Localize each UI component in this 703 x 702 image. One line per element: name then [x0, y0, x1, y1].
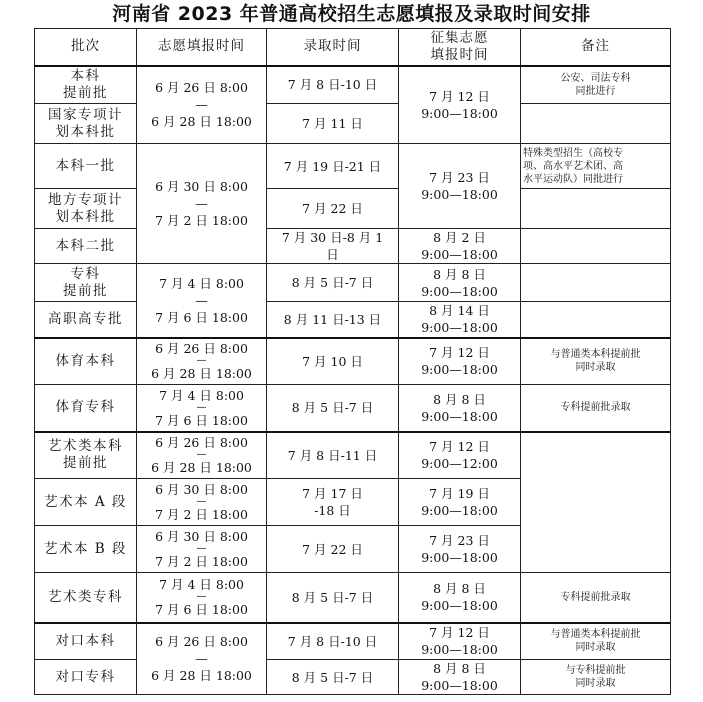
note-line: 与专科提前批 [565, 665, 626, 676]
header-fill-time: 志愿填报时间 [137, 29, 267, 66]
note-line: 同批进行 [575, 85, 616, 97]
admit-line: 日 [326, 247, 339, 262]
collect-date: 7 月 12 日 [429, 625, 490, 641]
collect-date: 8 月 2 日 [433, 230, 486, 245]
collect-date: 8 月 8 日 [433, 661, 486, 676]
table-row [35, 66, 671, 104]
collect-hours: 9:00—18:00 [421, 320, 498, 336]
note-cell [521, 144, 671, 189]
admit-line: 7 月 17 日 [302, 486, 363, 501]
admit-time-cell: 7 月 11 日 [267, 104, 399, 144]
admit-time-cell: 8 月 5 日-7 日 [267, 385, 399, 432]
admit-time-cell: 8 月 5 日-7 日 [267, 264, 399, 302]
batch-cell: 本科一批 [35, 144, 137, 189]
table-row [35, 264, 671, 302]
batch-cell [35, 104, 137, 144]
note-cell [521, 189, 671, 229]
header-collect-line2: 填报时间 [430, 46, 489, 63]
collect-time-cell [399, 302, 521, 338]
note-cell [521, 229, 671, 264]
collect-date: 7 月 12 日 [429, 439, 490, 455]
collect-hours: 9:00—18:00 [421, 283, 498, 299]
header-admit-time: 录取时间 [267, 29, 399, 66]
batch-line: 提前批 [63, 282, 108, 299]
note-line: 同时录取 [575, 678, 616, 689]
collect-date: 7 月 23 日 [429, 170, 490, 185]
fill-dash: — [196, 355, 207, 367]
fill-dash: — [196, 401, 207, 413]
fill-end: 7 月 6 日 18:00 [155, 602, 248, 618]
fill-start: 7 月 4 日 8:00 [159, 387, 244, 403]
batch-cell [35, 66, 137, 104]
fill-dash: — [195, 97, 208, 113]
fill-end: 6 月 28 日 18:00 [151, 460, 252, 476]
note-cell [521, 660, 671, 695]
admit-line: 7 月 30 日-8 月 1 [281, 230, 384, 245]
collect-time-cell [399, 264, 521, 302]
batch-line: 提前批 [63, 455, 108, 472]
admit-line: -18 日 [314, 503, 351, 518]
collect-time-cell [399, 144, 521, 229]
fill-end: 6 月 28 日 18:00 [151, 668, 252, 684]
batch-cell [35, 432, 137, 479]
fill-end: 7 月 2 日 18:00 [155, 507, 248, 522]
admit-time-cell: 7 月 10 日 [267, 338, 399, 385]
collect-hours: 9:00—12:00 [421, 456, 498, 472]
table-row [35, 302, 671, 338]
fill-end: 7 月 6 日 18:00 [155, 309, 248, 325]
collect-date: 7 月 23 日 [429, 533, 490, 548]
fill-dash: — [195, 651, 208, 667]
fill-start: 6 月 30 日 8:00 [155, 482, 248, 497]
collect-time-cell [399, 385, 521, 432]
header-note: 备注 [521, 29, 671, 66]
collect-time-cell [399, 623, 521, 660]
admit-time-cell: 7 月 22 日 [267, 189, 399, 229]
collect-hours: 9:00—18:00 [421, 550, 498, 565]
collect-hours: 9:00—18:00 [421, 187, 498, 202]
collect-hours: 9:00—18:00 [421, 503, 498, 518]
batch-line: 划本科批 [55, 208, 116, 225]
fill-start: 7 月 4 日 8:00 [159, 275, 244, 291]
batch-cell: 对口本科 [35, 623, 137, 660]
note-cell [521, 623, 671, 660]
admit-time-cell [267, 479, 399, 526]
admit-time-cell: 7 月 8 日-11 日 [267, 432, 399, 479]
fill-end: 6 月 28 日 18:00 [151, 366, 252, 382]
collect-hours: 9:00—18:00 [421, 678, 498, 693]
admit-time-cell: 8 月 11 日-13 日 [267, 302, 399, 338]
fill-time-cell [137, 338, 267, 385]
fill-start: 6 月 26 日 8:00 [155, 435, 248, 451]
note-cell: 专科提前批录取 [521, 385, 671, 432]
collect-hours: 9:00—18:00 [421, 598, 498, 614]
fill-end: 6 月 28 日 18:00 [151, 114, 252, 130]
collect-time-cell [399, 432, 521, 479]
collect-hours: 9:00—18:00 [421, 247, 498, 262]
collect-time-cell [399, 338, 521, 385]
collect-hours: 9:00—18:00 [421, 362, 498, 378]
note-line: 与普通类本科提前批 [550, 629, 641, 641]
collect-time-cell [399, 573, 521, 623]
batch-line: 提前批 [63, 84, 108, 101]
fill-time-cell [137, 573, 267, 623]
table-row [35, 144, 671, 189]
fill-dash: — [196, 496, 207, 507]
admit-time-cell: 8 月 5 日-7 日 [267, 660, 399, 695]
fill-dash: — [196, 543, 207, 554]
fill-time-cell [137, 66, 267, 144]
header-row [35, 29, 671, 66]
table-row [35, 385, 671, 432]
note-cell [521, 338, 671, 385]
batch-cell: 艺术本 B 段 [35, 526, 137, 573]
fill-start: 6 月 30 日 8:00 [155, 179, 248, 194]
batch-line: 艺术类本科 [48, 438, 123, 455]
note-line: 特殊类型招生（高校专 [523, 147, 623, 159]
fill-start: 6 月 26 日 8:00 [155, 634, 248, 650]
fill-time-cell [137, 264, 267, 338]
collect-hours: 9:00—18:00 [421, 105, 498, 121]
collect-date: 7 月 12 日 [429, 88, 490, 104]
batch-line: 专科 [70, 265, 101, 282]
fill-time-cell [137, 479, 267, 526]
collect-time-cell [399, 229, 521, 264]
header-collect-line1: 征集志愿 [430, 29, 489, 46]
batch-cell [35, 264, 137, 302]
batch-line: 本科 [70, 67, 101, 84]
batch-cell: 艺术类专科 [35, 573, 137, 623]
note-line: 同时录取 [575, 642, 616, 654]
collect-time-cell [399, 526, 521, 573]
collect-hours: 9:00—18:00 [421, 642, 498, 658]
batch-cell: 艺术本 A 段 [35, 479, 137, 526]
batch-line: 国家专项计 [48, 106, 123, 123]
header-batch: 批次 [35, 29, 137, 66]
note-line: 水平运动队）同批进行 [523, 173, 623, 185]
schedule-table [34, 28, 671, 695]
fill-end: 7 月 2 日 18:00 [155, 213, 248, 228]
note-line: 公安、司法专科 [560, 72, 631, 84]
batch-line: 划本科批 [55, 123, 116, 140]
collect-date: 8 月 14 日 [429, 303, 490, 319]
fill-start: 6 月 30 日 8:00 [155, 529, 248, 544]
note-cell [521, 432, 671, 573]
table-row [35, 623, 671, 660]
note-line: 与普通类本科提前批 [550, 349, 641, 361]
note-cell: 专科提前批录取 [521, 573, 671, 623]
collect-hours: 9:00—18:00 [421, 408, 498, 424]
table-row [35, 229, 671, 264]
collect-time-cell [399, 66, 521, 144]
collect-date: 7 月 19 日 [429, 486, 490, 501]
note-cell [521, 104, 671, 144]
fill-time-cell [137, 526, 267, 573]
admit-time-cell: 7 月 22 日 [267, 526, 399, 573]
batch-cell: 对口专科 [35, 660, 137, 695]
collect-time-cell [399, 479, 521, 526]
batch-cell: 本科二批 [35, 229, 137, 264]
note-cell [521, 264, 671, 302]
fill-time-cell [137, 623, 267, 695]
fill-start: 6 月 26 日 8:00 [155, 341, 248, 357]
note-line: 同时录取 [575, 362, 616, 374]
page-title: 河南省 2023 年普通高校招生志愿填报及录取时间安排 [112, 3, 591, 25]
collect-date: 8 月 8 日 [433, 581, 486, 597]
collect-date: 7 月 12 日 [429, 345, 490, 361]
batch-cell: 体育本科 [35, 338, 137, 385]
table-row [35, 432, 671, 479]
fill-end: 7 月 6 日 18:00 [155, 412, 248, 428]
batch-cell: 高职高专批 [35, 302, 137, 338]
fill-start: 7 月 4 日 8:00 [159, 577, 244, 593]
batch-line: 地方专项计 [48, 191, 123, 208]
table-row [35, 660, 671, 695]
header-collect-time [399, 29, 521, 66]
table-row [35, 104, 671, 144]
admit-time-cell: 7 月 8 日-10 日 [267, 623, 399, 660]
fill-dash: — [195, 292, 208, 308]
collect-date: 8 月 8 日 [433, 391, 486, 407]
batch-cell [35, 189, 137, 229]
fill-time-cell [137, 144, 267, 264]
admit-time-cell: 7 月 19 日-21 日 [267, 144, 399, 189]
fill-dash: — [195, 196, 208, 211]
admit-time-cell [267, 229, 399, 264]
admit-time-cell: 8 月 5 日-7 日 [267, 573, 399, 623]
admit-time-cell: 7 月 8 日-10 日 [267, 66, 399, 104]
collect-time-cell [399, 660, 521, 695]
collect-date: 8 月 8 日 [433, 266, 486, 282]
fill-dash: — [196, 591, 207, 603]
fill-dash: — [196, 449, 207, 461]
fill-time-cell [137, 432, 267, 479]
fill-start: 6 月 26 日 8:00 [155, 80, 248, 96]
note-cell [521, 66, 671, 104]
fill-end: 7 月 2 日 18:00 [155, 554, 248, 569]
batch-cell: 体育专科 [35, 385, 137, 432]
note-cell [521, 302, 671, 338]
table-row [35, 189, 671, 229]
table-row [35, 338, 671, 385]
table-row [35, 573, 671, 623]
fill-time-cell [137, 385, 267, 432]
note-line: 项、高水平艺术团、高 [523, 160, 623, 172]
